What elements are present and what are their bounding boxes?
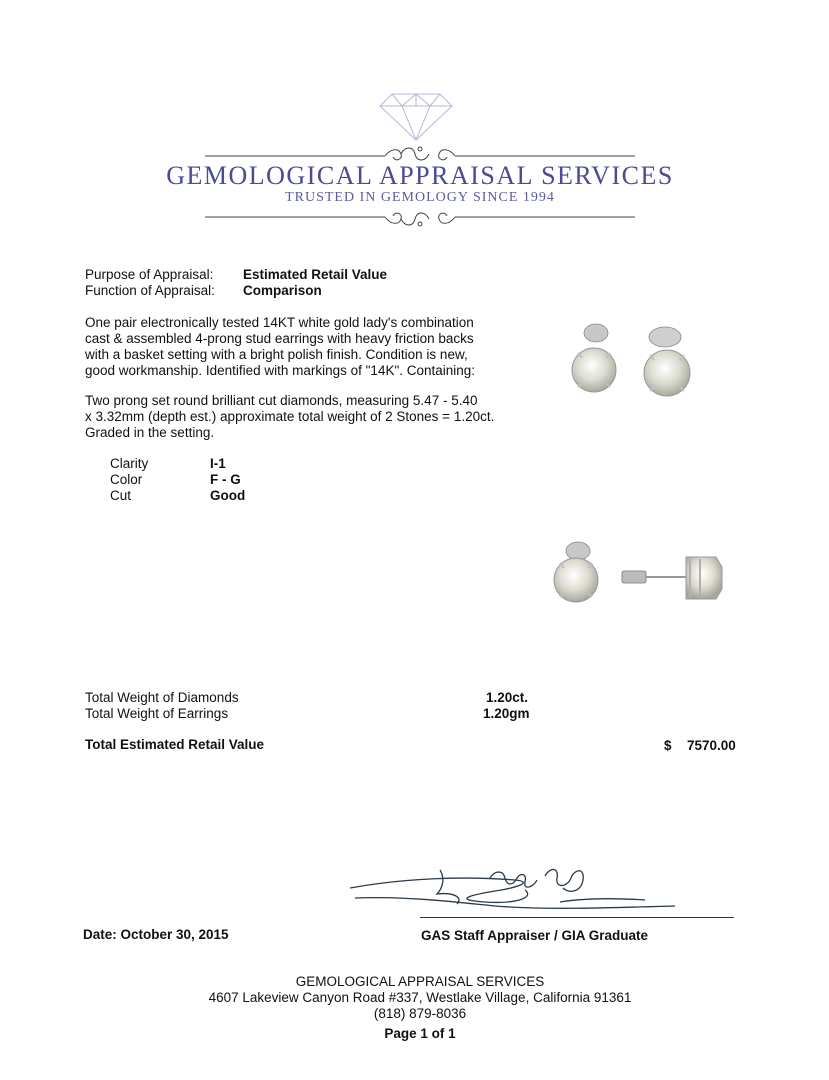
purpose-label: Purpose of Appraisal:	[85, 267, 214, 282]
footer-phone: (818) 879-8036	[373, 1006, 467, 1021]
description-line: good workmanship. Identified with markings of "14K". Containing:	[85, 363, 476, 378]
stone-line: Two prong set round brilliant cut diamonds, measuring 5.47 - 5.40	[85, 393, 478, 408]
function-label: Function of Appraisal:	[85, 283, 215, 298]
total-earring-weight-value: 1.20gm	[483, 706, 530, 721]
earrings-side-photo	[550, 535, 730, 610]
signature-line	[420, 917, 734, 918]
appraiser-title: GAS Staff Appraiser / GIA Graduate	[421, 928, 649, 943]
earrings-front-photo	[560, 315, 710, 410]
estimated-value-label: Total Estimated Retail Value	[85, 737, 265, 752]
clarity-value: I-1	[210, 456, 226, 471]
function-value: Comparison	[243, 283, 322, 298]
total-diamond-weight-label: Total Weight of Diamonds	[85, 690, 239, 705]
description-line: One pair electronically tested 14KT white gold lady's combination	[85, 315, 474, 330]
diamond-logo-icon	[378, 92, 454, 142]
cut-label: Cut	[110, 488, 132, 503]
color-value: F - G	[210, 472, 241, 487]
description-line: with a basket setting with a bright polish finish. Condition is new,	[85, 347, 468, 362]
appraiser-signature	[345, 858, 705, 918]
bottom-ornament-rule	[205, 205, 635, 229]
purpose-value: Estimated Retail Value	[243, 267, 388, 282]
estimated-value-amount: 7570.00	[687, 738, 736, 753]
company-tagline: TRUSTED IN GEMOLOGY SINCE 1994	[285, 190, 555, 205]
page-number: Page 1 of 1	[384, 1026, 456, 1041]
total-diamond-weight-value: 1.20ct.	[486, 690, 529, 705]
footer-company: GEMOLOGICAL APPRAISAL SERVICES	[295, 974, 545, 989]
footer-address: 4607 Lakeview Canyon Road #337, Westlake Village, California 91361	[208, 990, 632, 1005]
stone-line: x 3.32mm (depth est.) approximate total weight of 2 Stones = 1.20ct.	[85, 409, 495, 424]
currency-symbol: $	[664, 738, 672, 753]
clarity-label: Clarity	[110, 456, 149, 471]
description-line: cast & assembled 4-prong stud earrings with heavy friction backs	[85, 331, 474, 346]
company-name: GEMOLOGICAL APPRAISAL SERVICES	[166, 161, 674, 190]
total-earring-weight-label: Total Weight of Earrings	[85, 706, 229, 721]
color-label: Color	[110, 472, 143, 487]
appraisal-date: Date: October 30, 2015	[83, 927, 229, 942]
stone-line: Graded in the setting.	[85, 425, 215, 440]
stone-description	[85, 393, 545, 441]
item-description	[85, 315, 525, 379]
cut-value: Good	[210, 488, 246, 503]
